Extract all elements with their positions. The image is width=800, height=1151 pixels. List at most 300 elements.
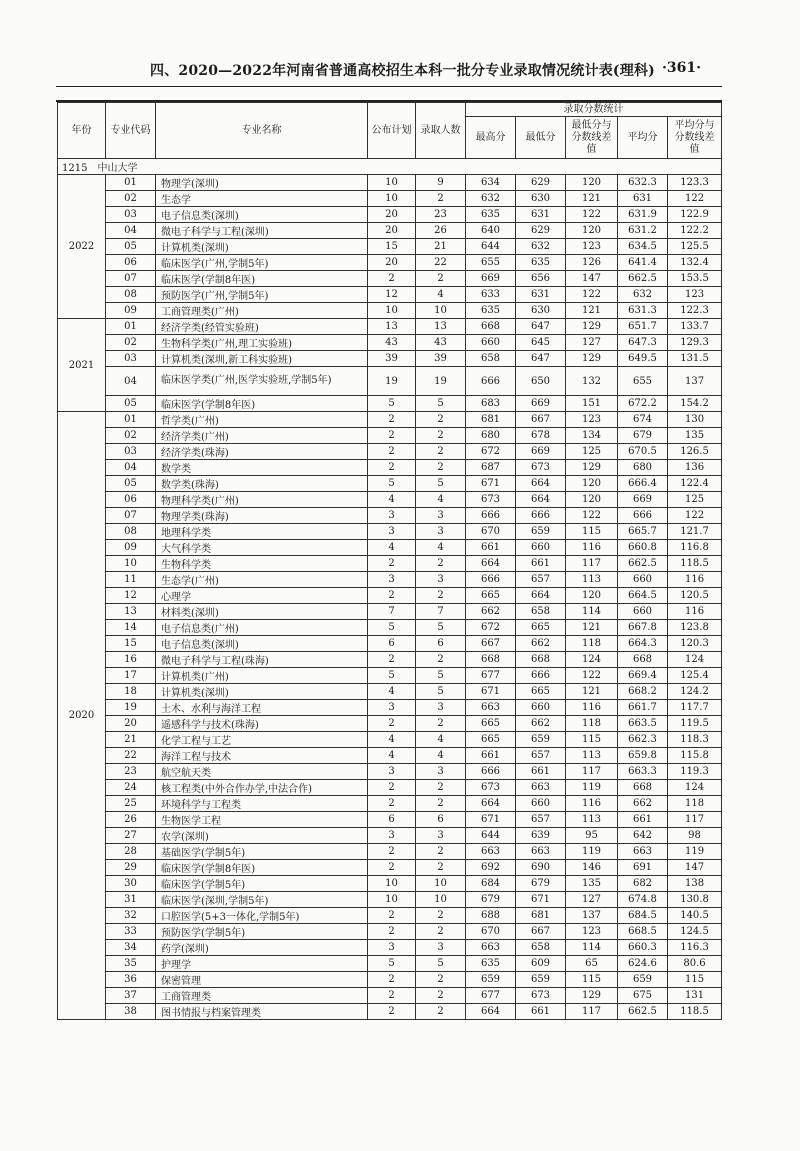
table-row xyxy=(58,412,722,428)
avg-score: 674 xyxy=(618,412,668,428)
major-code: 28 xyxy=(106,844,156,860)
major-name: 计算机类(深圳) xyxy=(156,684,368,700)
min-score-diff: 129 xyxy=(566,351,618,367)
max-score: 673 xyxy=(466,780,516,796)
table-row xyxy=(58,319,722,335)
major-name: 海洋工程与技术 xyxy=(156,748,368,764)
admitted-count: 13 xyxy=(416,319,466,335)
min-score-diff: 129 xyxy=(566,460,618,476)
admitted-count: 2 xyxy=(416,271,466,287)
col-header-min-diff: 最低分与分数线差值 xyxy=(566,117,618,159)
major-name: 物理学(深圳) xyxy=(156,175,368,191)
major-name: 心理学 xyxy=(156,588,368,604)
max-score: 665 xyxy=(466,588,516,604)
table-row xyxy=(58,396,722,412)
avg-score-diff: 122 xyxy=(668,191,722,207)
major-code: 05 xyxy=(106,239,156,255)
admitted-count: 43 xyxy=(416,335,466,351)
year-cell: 2021 xyxy=(58,319,106,412)
min-score-diff: 129 xyxy=(566,988,618,1004)
max-score: 684 xyxy=(466,876,516,892)
plan-count: 2 xyxy=(368,556,416,572)
admitted-count: 3 xyxy=(416,508,466,524)
major-code: 02 xyxy=(106,335,156,351)
avg-score-diff: 131 xyxy=(668,988,722,1004)
major-code: 31 xyxy=(106,892,156,908)
table-row xyxy=(58,684,722,700)
header-rule xyxy=(56,86,722,87)
admitted-count: 2 xyxy=(416,460,466,476)
major-name: 农学(深圳) xyxy=(156,828,368,844)
avg-score-diff: 120.5 xyxy=(668,588,722,604)
table-row xyxy=(58,796,722,812)
avg-score-diff: 123.8 xyxy=(668,620,722,636)
min-score-diff: 117 xyxy=(566,764,618,780)
max-score: 677 xyxy=(466,988,516,1004)
min-score-diff: 123 xyxy=(566,924,618,940)
min-score: 662 xyxy=(516,716,566,732)
avg-score-diff: 117.7 xyxy=(668,700,722,716)
table-row xyxy=(58,476,722,492)
table-row xyxy=(58,271,722,287)
major-code: 11 xyxy=(106,572,156,588)
table-row xyxy=(58,335,722,351)
major-name: 基础医学(学制5年) xyxy=(156,844,368,860)
table-row xyxy=(58,716,722,732)
max-score: 662 xyxy=(466,604,516,620)
avg-score-diff: 124 xyxy=(668,652,722,668)
major-code: 01 xyxy=(106,175,156,191)
major-name: 计算机类(深圳,新工科实验班) xyxy=(156,351,368,367)
min-score-diff: 121 xyxy=(566,620,618,636)
avg-score: 651.7 xyxy=(618,319,668,335)
table-row xyxy=(58,223,722,239)
plan-count: 19 xyxy=(368,367,416,396)
avg-score-diff: 80.6 xyxy=(668,956,722,972)
admitted-count: 2 xyxy=(416,924,466,940)
plan-count: 5 xyxy=(368,668,416,684)
min-score-diff: 125 xyxy=(566,444,618,460)
avg-score-diff: 138 xyxy=(668,876,722,892)
avg-score: 663 xyxy=(618,844,668,860)
plan-count: 4 xyxy=(368,492,416,508)
major-code: 15 xyxy=(106,636,156,652)
plan-count: 2 xyxy=(368,412,416,428)
min-score-diff: 116 xyxy=(566,700,618,716)
table-row xyxy=(58,748,722,764)
min-score: 668 xyxy=(516,652,566,668)
avg-score: 668.5 xyxy=(618,924,668,940)
min-score: 661 xyxy=(516,556,566,572)
col-header-min: 最低分 xyxy=(516,117,566,159)
avg-score-diff: 116 xyxy=(668,604,722,620)
avg-score-diff: 131.5 xyxy=(668,351,722,367)
major-code: 01 xyxy=(106,319,156,335)
avg-score: 631.2 xyxy=(618,223,668,239)
admitted-count: 10 xyxy=(416,303,466,319)
avg-score: 661.7 xyxy=(618,700,668,716)
admitted-count: 2 xyxy=(416,780,466,796)
major-code: 27 xyxy=(106,828,156,844)
avg-score: 668 xyxy=(618,652,668,668)
col-header-score-group: 录取分数统计 xyxy=(466,103,722,117)
major-code: 04 xyxy=(106,367,156,396)
avg-score: 669.4 xyxy=(618,668,668,684)
avg-score-diff: 153.5 xyxy=(668,271,722,287)
min-score: 664 xyxy=(516,476,566,492)
avg-score: 662.5 xyxy=(618,1004,668,1020)
min-score-diff: 122 xyxy=(566,508,618,524)
avg-score-diff: 122.4 xyxy=(668,476,722,492)
avg-score-diff: 122.9 xyxy=(668,207,722,223)
major-name: 遥感科学与技术(珠海) xyxy=(156,716,368,732)
table-row xyxy=(58,492,722,508)
avg-score-diff: 116.8 xyxy=(668,540,722,556)
min-score-diff: 123 xyxy=(566,412,618,428)
major-name: 临床医学(学制8年医) xyxy=(156,396,368,412)
max-score: 665 xyxy=(466,716,516,732)
avg-score-diff: 118 xyxy=(668,796,722,812)
min-score-diff: 120 xyxy=(566,476,618,492)
max-score: 634 xyxy=(466,175,516,191)
max-score: 692 xyxy=(466,860,516,876)
admitted-count: 5 xyxy=(416,956,466,972)
avg-score: 661 xyxy=(618,812,668,828)
avg-score-diff: 122.3 xyxy=(668,303,722,319)
col-header-code: 专业代码 xyxy=(106,103,156,159)
min-score: 667 xyxy=(516,412,566,428)
major-name: 经济学类(经管实验班) xyxy=(156,319,368,335)
avg-score: 684.5 xyxy=(618,908,668,924)
major-code: 29 xyxy=(106,860,156,876)
major-code: 25 xyxy=(106,796,156,812)
max-score: 687 xyxy=(466,460,516,476)
admitted-count: 2 xyxy=(416,556,466,572)
table-row xyxy=(58,191,722,207)
plan-count: 3 xyxy=(368,700,416,716)
max-score: 635 xyxy=(466,303,516,319)
max-score: 659 xyxy=(466,972,516,988)
avg-score: 667.8 xyxy=(618,620,668,636)
admitted-count: 26 xyxy=(416,223,466,239)
avg-score: 662.3 xyxy=(618,732,668,748)
plan-count: 5 xyxy=(368,396,416,412)
major-code: 04 xyxy=(106,223,156,239)
plan-count: 2 xyxy=(368,271,416,287)
admitted-count: 5 xyxy=(416,684,466,700)
admitted-count: 6 xyxy=(416,636,466,652)
table-row xyxy=(58,940,722,956)
admitted-count: 7 xyxy=(416,604,466,620)
min-score-diff: 137 xyxy=(566,908,618,924)
min-score: 659 xyxy=(516,732,566,748)
min-score: 663 xyxy=(516,844,566,860)
min-score-diff: 118 xyxy=(566,716,618,732)
avg-score-diff: 125.5 xyxy=(668,239,722,255)
min-score: 661 xyxy=(516,764,566,780)
min-score-diff: 120 xyxy=(566,175,618,191)
min-score: 609 xyxy=(516,956,566,972)
avg-score-diff: 130.8 xyxy=(668,892,722,908)
min-score-diff: 119 xyxy=(566,780,618,796)
admitted-count: 4 xyxy=(416,492,466,508)
table-row xyxy=(58,860,722,876)
max-score: 663 xyxy=(466,844,516,860)
admitted-count: 3 xyxy=(416,700,466,716)
plan-count: 39 xyxy=(368,351,416,367)
avg-score-diff: 140.5 xyxy=(668,908,722,924)
page-number: ·361· xyxy=(662,60,701,76)
table-row xyxy=(58,604,722,620)
min-score: 657 xyxy=(516,748,566,764)
min-score: 661 xyxy=(516,1004,566,1020)
admitted-count: 4 xyxy=(416,732,466,748)
table-row xyxy=(58,620,722,636)
plan-count: 13 xyxy=(368,319,416,335)
avg-score-diff: 118.3 xyxy=(668,732,722,748)
major-name: 口腔医学(5+3一体化,学制5年) xyxy=(156,908,368,924)
max-score: 633 xyxy=(466,287,516,303)
avg-score-diff: 126.5 xyxy=(668,444,722,460)
major-name: 预防医学(学制5年) xyxy=(156,924,368,940)
major-code: 08 xyxy=(106,287,156,303)
plan-count: 10 xyxy=(368,175,416,191)
plan-count: 2 xyxy=(368,780,416,796)
admitted-count: 2 xyxy=(416,844,466,860)
plan-count: 43 xyxy=(368,335,416,351)
admitted-count: 2 xyxy=(416,972,466,988)
table-row xyxy=(58,636,722,652)
table-row xyxy=(58,524,722,540)
admitted-count: 3 xyxy=(416,828,466,844)
min-score: 669 xyxy=(516,396,566,412)
max-score: 635 xyxy=(466,956,516,972)
major-code: 38 xyxy=(106,1004,156,1020)
min-score-diff: 115 xyxy=(566,972,618,988)
major-code: 10 xyxy=(106,556,156,572)
max-score: 671 xyxy=(466,684,516,700)
avg-score: 642 xyxy=(618,828,668,844)
major-code: 19 xyxy=(106,700,156,716)
min-score-diff: 115 xyxy=(566,524,618,540)
table-row xyxy=(58,428,722,444)
min-score: 671 xyxy=(516,892,566,908)
avg-score-diff: 115 xyxy=(668,972,722,988)
max-score: 672 xyxy=(466,620,516,636)
avg-score-diff: 122.2 xyxy=(668,223,722,239)
min-score: 678 xyxy=(516,428,566,444)
plan-count: 3 xyxy=(368,508,416,524)
major-name: 生物科学类 xyxy=(156,556,368,572)
max-score: 658 xyxy=(466,351,516,367)
col-header-major: 专业名称 xyxy=(156,103,368,159)
table-row xyxy=(58,844,722,860)
max-score: 665 xyxy=(466,732,516,748)
major-code: 30 xyxy=(106,876,156,892)
plan-count: 4 xyxy=(368,684,416,700)
major-code: 06 xyxy=(106,255,156,271)
admitted-count: 4 xyxy=(416,540,466,556)
major-name: 临床医学类(广州,医学实验班,学制5年) xyxy=(156,367,368,396)
min-score-diff: 121 xyxy=(566,191,618,207)
min-score-diff: 113 xyxy=(566,748,618,764)
max-score: 664 xyxy=(466,796,516,812)
avg-score: 624.6 xyxy=(618,956,668,972)
major-code: 18 xyxy=(106,684,156,700)
admitted-count: 3 xyxy=(416,764,466,780)
max-score: 670 xyxy=(466,524,516,540)
major-code: 34 xyxy=(106,940,156,956)
major-name: 护理学 xyxy=(156,956,368,972)
col-header-avg: 平均分 xyxy=(618,117,668,159)
plan-count: 2 xyxy=(368,652,416,668)
avg-score: 631.9 xyxy=(618,207,668,223)
major-code: 03 xyxy=(106,351,156,367)
avg-score: 631 xyxy=(618,191,668,207)
plan-count: 4 xyxy=(368,732,416,748)
admitted-count: 39 xyxy=(416,351,466,367)
plan-count: 2 xyxy=(368,908,416,924)
admitted-count: 2 xyxy=(416,588,466,604)
plan-count: 2 xyxy=(368,844,416,860)
avg-score-diff: 118.5 xyxy=(668,556,722,572)
max-score: 632 xyxy=(466,191,516,207)
major-name: 经济学类(珠海) xyxy=(156,444,368,460)
avg-score: 641.4 xyxy=(618,255,668,271)
avg-score: 670.5 xyxy=(618,444,668,460)
admitted-count: 2 xyxy=(416,796,466,812)
min-score: 657 xyxy=(516,572,566,588)
major-name: 大气科学类 xyxy=(156,540,368,556)
min-score: 664 xyxy=(516,588,566,604)
min-score-diff: 127 xyxy=(566,892,618,908)
plan-count: 5 xyxy=(368,956,416,972)
major-name: 物理学类(珠海) xyxy=(156,508,368,524)
min-score: 631 xyxy=(516,207,566,223)
avg-score-diff: 137 xyxy=(668,367,722,396)
major-code: 02 xyxy=(106,428,156,444)
major-name: 航空航天类 xyxy=(156,764,368,780)
major-name: 生物科学类(广州,理工实验班) xyxy=(156,335,368,351)
major-name: 计算机类(广州) xyxy=(156,668,368,684)
major-name: 图书情报与档案管理类 xyxy=(156,1004,368,1020)
col-header-max: 最高分 xyxy=(466,117,516,159)
min-score: 681 xyxy=(516,908,566,924)
plan-count: 10 xyxy=(368,303,416,319)
avg-score: 680 xyxy=(618,460,668,476)
max-score: 666 xyxy=(466,508,516,524)
min-score-diff: 120 xyxy=(566,588,618,604)
avg-score: 632 xyxy=(618,287,668,303)
major-name: 数学类(珠海) xyxy=(156,476,368,492)
major-name: 材料类(深圳) xyxy=(156,604,368,620)
min-score: 666 xyxy=(516,508,566,524)
admitted-count: 3 xyxy=(416,940,466,956)
avg-score-diff: 133.7 xyxy=(668,319,722,335)
table-row xyxy=(58,988,722,1004)
table-row xyxy=(58,367,722,396)
plan-count: 6 xyxy=(368,812,416,828)
avg-score: 691 xyxy=(618,860,668,876)
avg-score: 659 xyxy=(618,972,668,988)
major-name: 地理科学类 xyxy=(156,524,368,540)
major-name: 药学(深圳) xyxy=(156,940,368,956)
col-header-year: 年份 xyxy=(58,103,106,159)
major-name: 经济学类(广州) xyxy=(156,428,368,444)
avg-score: 659.8 xyxy=(618,748,668,764)
avg-score: 664.3 xyxy=(618,636,668,652)
avg-score: 666.4 xyxy=(618,476,668,492)
table-row xyxy=(58,652,722,668)
avg-score-diff: 123 xyxy=(668,287,722,303)
plan-count: 6 xyxy=(368,636,416,652)
min-score-diff: 127 xyxy=(566,335,618,351)
major-name: 电子信息类(广州) xyxy=(156,620,368,636)
major-code: 24 xyxy=(106,780,156,796)
major-code: 07 xyxy=(106,508,156,524)
max-score: 671 xyxy=(466,476,516,492)
min-score: 660 xyxy=(516,540,566,556)
plan-count: 2 xyxy=(368,444,416,460)
avg-score: 663.5 xyxy=(618,716,668,732)
max-score: 666 xyxy=(466,367,516,396)
min-score: 663 xyxy=(516,780,566,796)
major-code: 01 xyxy=(106,412,156,428)
admitted-count: 23 xyxy=(416,207,466,223)
max-score: 666 xyxy=(466,764,516,780)
min-score-diff: 116 xyxy=(566,796,618,812)
min-score-diff: 116 xyxy=(566,540,618,556)
max-score: 664 xyxy=(466,1004,516,1020)
plan-count: 20 xyxy=(368,207,416,223)
major-code: 37 xyxy=(106,988,156,1004)
avg-score-diff: 115.8 xyxy=(668,748,722,764)
min-score: 631 xyxy=(516,287,566,303)
min-score: 660 xyxy=(516,796,566,812)
avg-score-diff: 116.3 xyxy=(668,940,722,956)
admitted-count: 2 xyxy=(416,988,466,1004)
table-row xyxy=(58,508,722,524)
major-name: 土木、水利与海洋工程 xyxy=(156,700,368,716)
min-score: 639 xyxy=(516,828,566,844)
major-code: 08 xyxy=(106,524,156,540)
admitted-count: 2 xyxy=(416,908,466,924)
max-score: 663 xyxy=(466,940,516,956)
min-score-diff: 151 xyxy=(566,396,618,412)
min-score: 659 xyxy=(516,524,566,540)
table-row xyxy=(58,876,722,892)
table-row xyxy=(58,588,722,604)
table-row xyxy=(58,303,722,319)
page-title: 四、2020—2022年河南省普通高校招生本科一批分专业录取情况统计表(理科) xyxy=(150,63,655,79)
max-score: 681 xyxy=(466,412,516,428)
avg-score-diff: 119.5 xyxy=(668,716,722,732)
plan-count: 20 xyxy=(368,255,416,271)
major-name: 核工程类(中外合作办学,中法合作) xyxy=(156,780,368,796)
min-score: 664 xyxy=(516,492,566,508)
admitted-count: 21 xyxy=(416,239,466,255)
avg-score: 679 xyxy=(618,428,668,444)
admitted-count: 9 xyxy=(416,175,466,191)
avg-score-diff: 154.2 xyxy=(668,396,722,412)
max-score: 660 xyxy=(466,335,516,351)
min-score-diff: 114 xyxy=(566,940,618,956)
admitted-count: 2 xyxy=(416,191,466,207)
admitted-count: 2 xyxy=(416,428,466,444)
major-name: 生态学 xyxy=(156,191,368,207)
major-name: 化学工程与工艺 xyxy=(156,732,368,748)
avg-score-diff: 120.3 xyxy=(668,636,722,652)
